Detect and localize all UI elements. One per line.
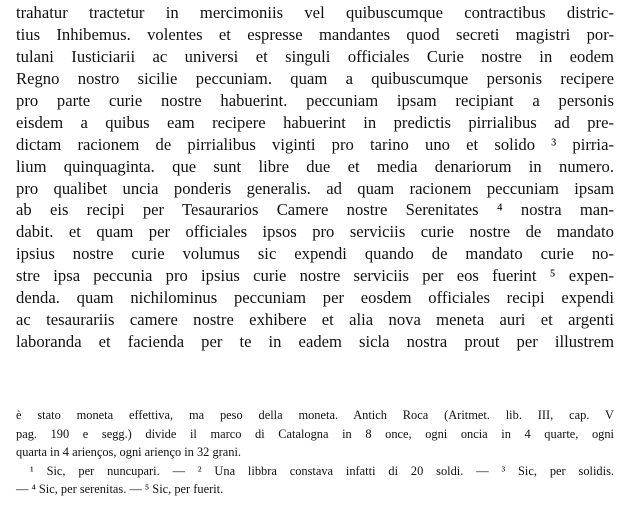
main-text-line: eisdem a quibus eam recipere habuerint in predictis pirrialibus ad pre- bbox=[16, 112, 614, 132]
main-text-line: ac tesaurariis camere nostre exhibere et alia nova meneta auri et argenti bbox=[16, 310, 614, 330]
main-text-line: trahatur tractetur in mercimoniis vel quibuscumque contractibus distric- bbox=[16, 3, 614, 22]
main-text-line: laboranda et facienda per te in eadem sicla nostra prout per illustrem bbox=[16, 332, 614, 352]
main-text-block bbox=[16, 2, 614, 353]
main-text-line: pro parte curie nostre habuerint. peccuniam ipsam recipiant a personis bbox=[16, 90, 614, 110]
footnote-line: ¹ Sic, per nuncupari. — ² Una libbra constava infatti di 20 soldi. — ³ Sic, per solidis. bbox=[30, 463, 614, 478]
main-text-line: tius Inhibemus. volentes et espresse mandantes quod secreti magistri por- bbox=[16, 24, 614, 44]
main-text-line: dictam racionem de pirrialibus viginti pro tarino uno et solido ³ pirria- bbox=[16, 134, 614, 154]
footnote-line: pag. 190 e segg.) divide il marco di Catalogna in 8 once, ogni oncia in 4 quarte, ogni bbox=[16, 426, 614, 441]
main-text-line: denda. quam nichilominus peccuniam per eosdem officiales recipi expendi bbox=[16, 288, 614, 308]
main-text-line: Regno nostro sicilie peccuniam. quam a quibuscumque personis recipere bbox=[16, 68, 614, 88]
main-text-line: stre ipsa peccunia pro ipsius curie nostre serviciis per eos fuerint ⁵ expen- bbox=[16, 266, 614, 286]
main-text-line: tulani Iusticiarii ac universi et singuli officiales Curie nostre in eodem bbox=[16, 46, 614, 66]
main-text-line: ab eis recipi per Tesaurarios Camere nostre Serenitates ⁴ nostra man- bbox=[16, 200, 614, 220]
main-text-line: ipsius nostre curie volumus sic expendi quando de mandato curie no- bbox=[16, 244, 614, 264]
main-text-line: dabit. et quam per officiales ipsos pro serviciis curie nostre de mandato bbox=[16, 222, 614, 242]
main-text-line: pro qualibet uncia ponderis generalis. ad quam racionem peccuniam ipsam bbox=[16, 178, 614, 198]
main-text-line: lium quinquaginta. que sunt libre due et media denariorum in numero. bbox=[16, 156, 614, 176]
footnote-line: — ⁴ Sic, per serenitas. — ⁵ Sic, per fuerit. bbox=[16, 482, 224, 497]
footnote-line: quarta in 4 arienços, ogni arienço in 32 grani. bbox=[16, 445, 242, 460]
footnotes-block bbox=[16, 406, 614, 499]
footnote-line: è stato moneta effettiva, ma peso della moneta. Antich Roca (Aritmet. lib. III, cap. V bbox=[16, 408, 614, 422]
